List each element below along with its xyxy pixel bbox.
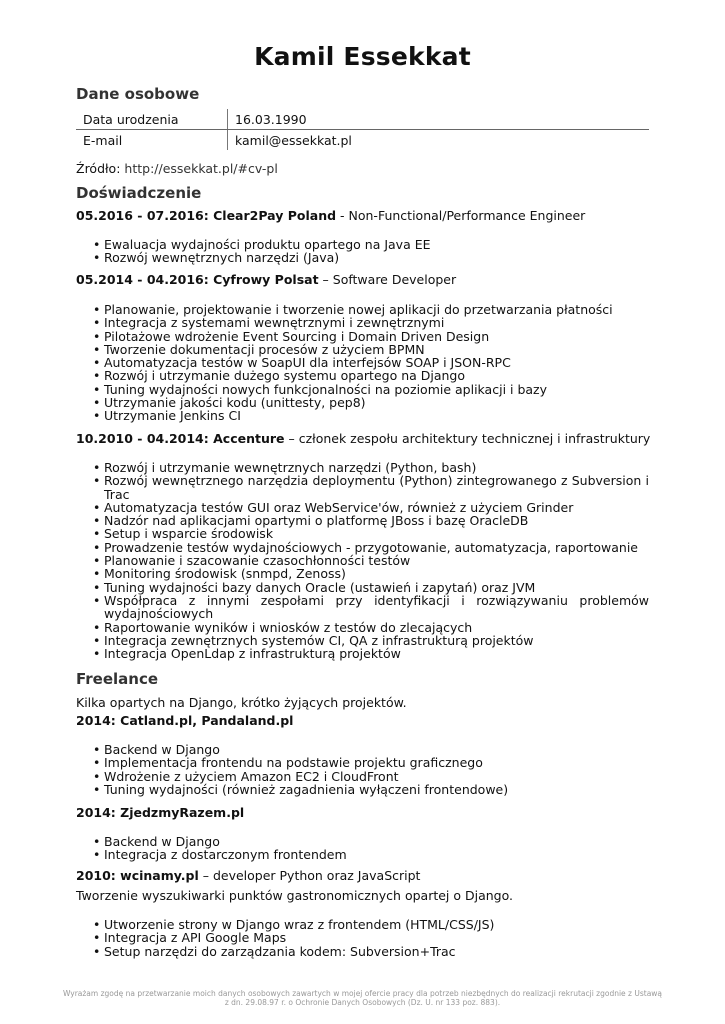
footer-line: z dn. 29.08.97 r. o Ochronie Danych Osobowych (Dz. U. nr 133 poz. 883). [224,998,501,1007]
list-item: • Tuning wydajności bazy danych Oracle (ustawień i zapytań) oraz JVM [76,581,649,594]
job-separator: – [284,431,299,446]
source-line [76,161,278,176]
list-item: • Utrzymanie Jenkins CI [76,409,649,422]
job-role: członek zespołu architektury technicznej i infrastruktury [298,431,651,446]
job-duties-list [76,461,649,660]
cv-name-title: Kamil Essekkat [254,42,471,71]
list-item: • Utworzenie strony w Django wraz z frontendem (HTML/CSS/JS) [76,918,649,931]
job-role: Software Developer [332,272,457,287]
job-role: Non-Functional/Performance Engineer [348,208,586,223]
list-item: • Współpraca z innymi zespołami przy identyfikacji i rozwiązywaniu problemów wydajnościowych [76,594,649,621]
job-header [76,208,585,223]
list-item: • Setup narzędzi do zarządzania kodem: Subversion+Trac [76,945,649,958]
email-label: E-mail [76,130,228,151]
job-separator: – [318,272,333,287]
personal-data-table [76,109,649,150]
list-item: • Prowadzenie testów wydajnościowych - przygotowanie, automatyzacja, raportowanie [76,541,649,554]
list-item: • Raportowanie wyników i wniosków z testów do zlecających [76,621,649,634]
table-row [76,130,649,151]
list-item: • Planowanie, projektowanie i tworzenie nowej aplikacji do przetwarzania płatności [76,303,649,316]
list-item: • Setup i wsparcie środowisk [76,527,649,540]
source-link[interactable]: http://essekkat.pl/#cv-pl [124,161,278,176]
list-item: • Integracja z API Google Maps [76,931,649,944]
list-item: • Planowanie i szacowanie czasochłonności testów [76,554,649,567]
list-item: • Nadzór nad aplikacjami opartymi o platformę JBoss i bazę OracleDB [76,514,649,527]
birthdate-value: 16.03.1990 [228,109,650,130]
footer-line: Wyrażam zgodę na przetwarzanie moich danych osobowych zawartych w mojej ofercie pracy dla potrzeb niezbędnych do realizacji rekrutacji zgodnie z Ustawą [62,989,663,998]
job-header [76,431,650,446]
project-separator: – [198,868,213,883]
list-item: • Integracja z systemami wewnętrznymi i zewnętrznymi [76,316,649,329]
experience-heading: Doświadczenie [76,184,202,202]
birthdate-label: Data urodzenia [76,109,228,130]
email-value: kamil@essekkat.pl [235,132,352,148]
list-item: • Integracja OpenLdap z infrastrukturą projektów [76,647,649,660]
list-item: • Ewaluacja wydajności produktu opartego na Java EE [76,238,649,251]
freelance-intro: Kilka opartych na Django, krótko żyjących projektów. [76,695,407,710]
project-title: 2010: wcinamy.pl [76,868,199,883]
source-label: Źródło: [76,161,121,176]
personal-heading: Dane osobowe [76,85,200,103]
list-item: • Automatyzacja testów w SoapUI dla interfejsów SOAP i JSON-RPC [76,356,649,369]
project-description: Tworzenie wyszukiwarki punktów gastronomicznych opartej o Django. [76,888,514,903]
freelance-heading: Freelance [76,670,159,688]
list-item: • Integracja zewnętrznych systemów CI, QA z infrastrukturą projektów [76,634,649,647]
table-row [76,109,649,130]
list-item: • Utrzymanie jakości kodu (unittesty, pep8) [76,396,649,409]
gdpr-consent-footer [0,989,725,1007]
list-item: • Pilotażowe wdrożenie Event Sourcing i Domain Driven Design [76,330,649,343]
project-header [76,713,293,728]
job-duties-list [76,303,649,423]
project-role: developer Python oraz JavaScript [212,868,421,883]
project-header [76,868,420,883]
project-duties-list [76,918,649,958]
list-item: • Rozwój i utrzymanie dużego systemu opartego na Django [76,369,649,382]
list-item: • Backend w Django [76,835,649,848]
list-item: • Monitoring środowisk (snmpd, Zenoss) [76,567,649,580]
job-duties-list [76,238,649,265]
project-title: 2014: ZjedzmyRazem.pl [76,805,245,820]
job-header [76,272,456,287]
list-item: • Rozwój wewnętrznego narzędzia deploymentu (Python) zintegrowanego z Subversion i Trac [76,474,649,501]
list-item: • Backend w Django [76,743,649,756]
job-period-company: 05.2014 - 04.2016: Cyfrowy Polsat [76,272,319,287]
list-item: • Tuning wydajności nowych funkcjonalności na poziomie aplikacji i bazy [76,383,649,396]
list-item: • Rozwój wewnętrznych narzędzi (Java) [76,251,649,264]
project-duties-list [76,835,649,862]
list-item: • Rozwój i utrzymanie wewnętrznych narzędzi (Python, bash) [76,461,649,474]
list-item: • Tworzenie dokumentacji procesów z użyciem BPMN [76,343,649,356]
list-item: • Implementacja frontendu na podstawie projektu graficznego [76,756,649,769]
job-separator: - [336,208,349,223]
project-title: 2014: Catland.pl, Pandaland.pl [76,713,294,728]
list-item: • Automatyzacja testów GUI oraz WebService'ów, również z użyciem Grinder [76,501,649,514]
project-duties-list [76,743,649,796]
list-item: • Integracja z dostarczonym frontendem [76,848,649,861]
job-period-company: 10.2010 - 04.2014: Accenture [76,431,285,446]
list-item: • Wdrożenie z użyciem Amazon EC2 i CloudFront [76,770,649,783]
list-item: • Tuning wydajności (również zagadnienia wyłączeni frontendowe) [76,783,649,796]
job-period-company: 05.2016 - 07.2016: Clear2Pay Poland [76,208,337,223]
project-header [76,805,244,820]
